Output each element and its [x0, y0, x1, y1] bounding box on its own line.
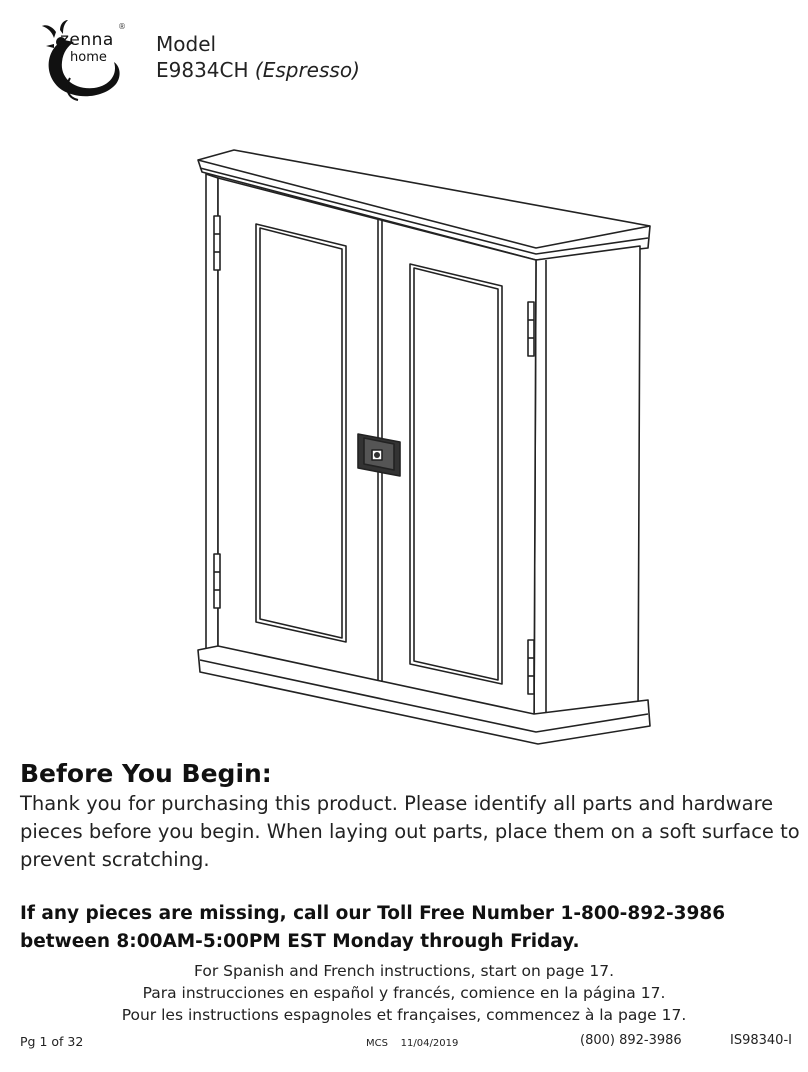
- intro-paragraph: Thank you for purchasing this product. Please identify all parts and hardware pieces before you begin. When laying out parts, place them on a soft surface to prevent scratching.: [20, 792, 800, 871]
- section-title: Before You Begin:: [20, 759, 272, 788]
- logo-subtitle: home: [70, 50, 107, 65]
- revision-date: MCS 11/04/2019: [366, 1038, 459, 1049]
- language-notice-english: For Spanish and French instructions, start on page 17.: [194, 962, 614, 980]
- document-id: IS98340-I: [730, 1033, 792, 1048]
- registered-mark: ®: [118, 22, 126, 31]
- model-number: [156, 58, 360, 82]
- logo-wordmark: zenna: [60, 30, 114, 50]
- missing-parts-warning: If any pieces are missing, call our Toll Free Number 1-800-892-3986 between 8:00AM-5:00PM EST Monday through Friday.: [20, 903, 726, 952]
- model-label: Model: [156, 32, 217, 56]
- page-number: Pg 1 of 32: [20, 1034, 84, 1049]
- language-notice-spanish: Para instrucciones en español y francés, comience en la página 17.: [142, 984, 666, 1002]
- language-notice-french: Pour les instructions espagnoles et françaises, commencez à la page 17.: [121, 1006, 687, 1024]
- model-code: E9834CH: [156, 58, 249, 82]
- wall-cabinet-illustration: [192, 138, 652, 760]
- language-notice: [0, 960, 808, 1026]
- footer-phone: (800) 892-3986: [580, 1033, 682, 1048]
- model-finish: (Espresso): [254, 58, 360, 82]
